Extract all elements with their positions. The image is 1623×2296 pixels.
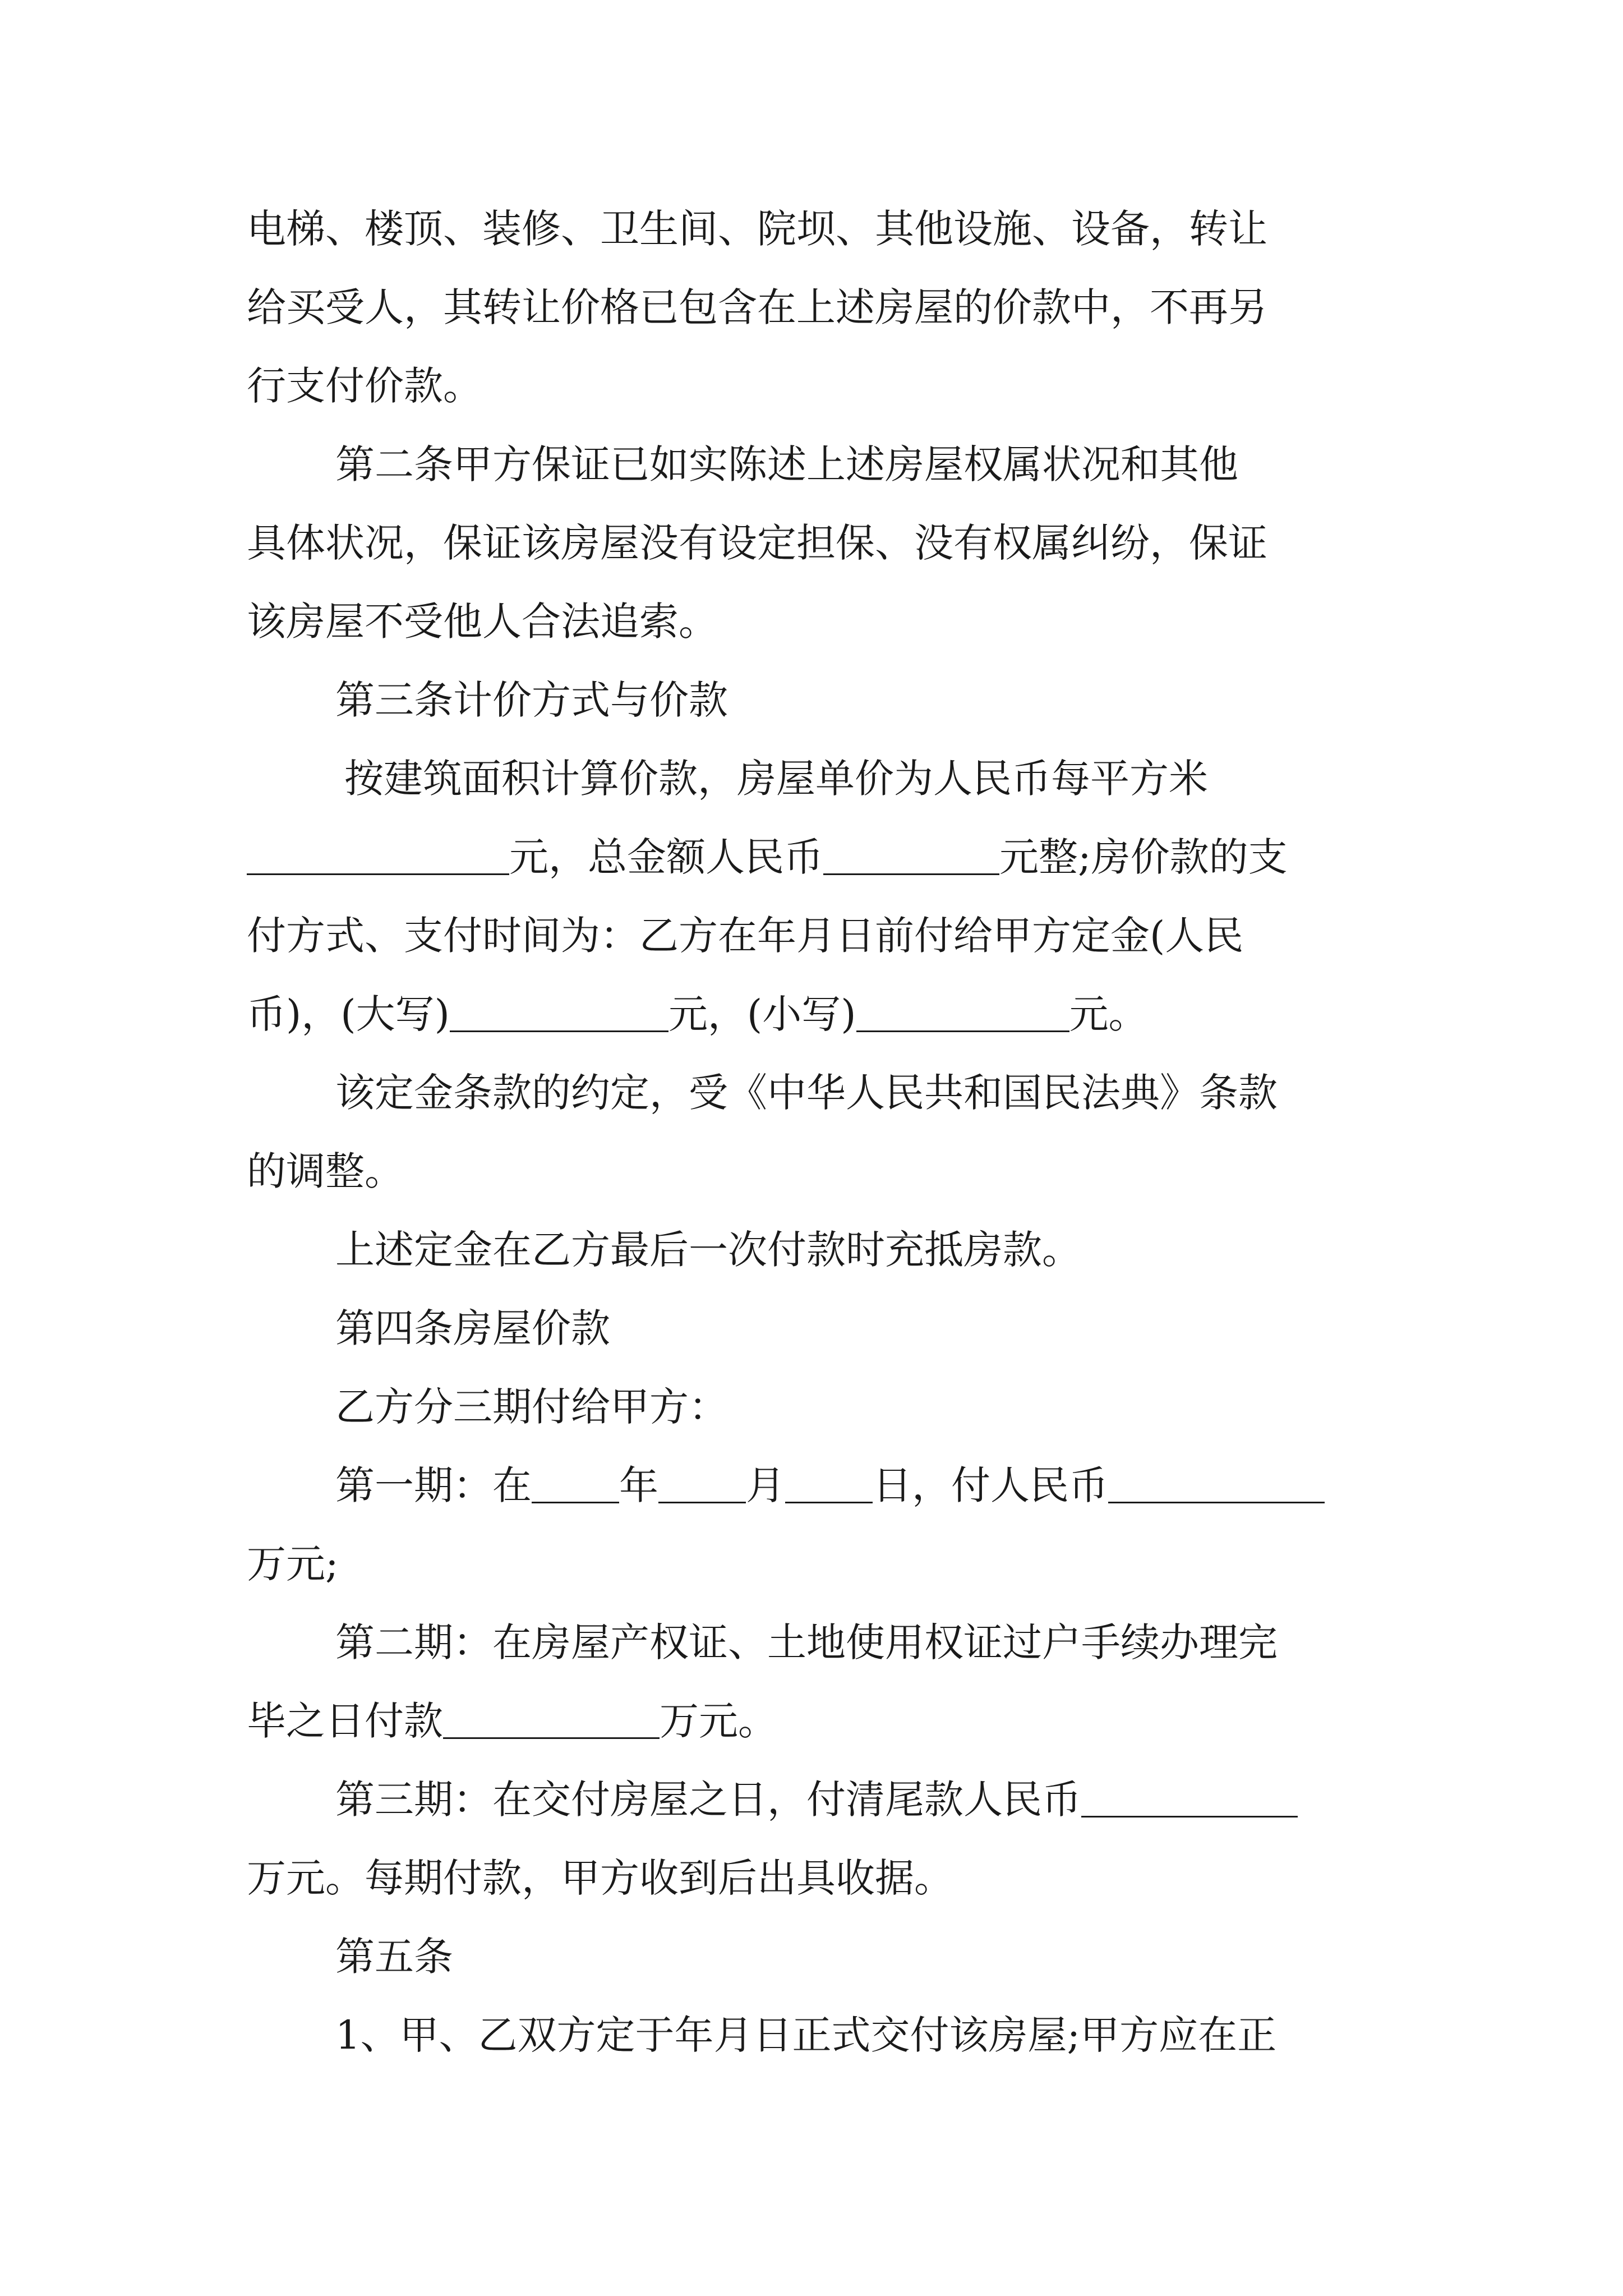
text-line: [335, 1221, 1385, 1279]
text-line: [247, 357, 1385, 415]
fill-blank[interactable]: [247, 840, 509, 875]
text-line: [335, 1613, 1385, 1672]
text-line: [247, 200, 1385, 258]
fill-blank[interactable]: [450, 997, 668, 1032]
text-line: [247, 907, 1385, 965]
text-line: [247, 278, 1385, 337]
line-text: 毕之日付款: [247, 1698, 443, 1744]
text-line: [335, 1378, 1385, 1436]
text-line: [247, 514, 1385, 572]
fill-blank[interactable]: [1081, 1782, 1298, 1818]
text-line: [247, 1692, 1385, 1750]
line-text: 万元。: [660, 1698, 777, 1744]
line-text: 万元;: [247, 1541, 339, 1587]
line-text: 第三期：在交付房屋之日，付清尾款人民币: [335, 1777, 1081, 1823]
line-text: 按建筑面积计算价款，房屋单价为人民币每平方米: [344, 756, 1208, 802]
text-line: [335, 2006, 1385, 2064]
text-line: [344, 749, 1394, 808]
text-line: [335, 435, 1385, 494]
line-text: 给买受人，其转让价格已包含在上述房屋的价款中，不再另: [247, 284, 1267, 330]
line-text: 第四条房屋价款: [335, 1305, 610, 1351]
section-heading: [335, 1299, 1385, 1358]
text-line: [335, 1064, 1385, 1122]
fill-blank[interactable]: [785, 1468, 873, 1503]
line-text: 元，总金额人民币: [509, 834, 823, 880]
fill-blank[interactable]: [856, 997, 1069, 1032]
line-text: 元整;房价款的支: [999, 834, 1288, 880]
text-line: [335, 1770, 1385, 1829]
fill-blank[interactable]: [1108, 1468, 1325, 1503]
section-heading: [335, 671, 1385, 729]
text-line: [247, 1849, 1385, 1907]
line-text: 该房屋不受他人合法追索。: [247, 599, 718, 645]
line-text: 1、甲、乙双方定于年月日正式交付该房屋;甲方应在正: [335, 2012, 1277, 2058]
section-heading: [335, 1927, 1385, 1986]
fill-blank[interactable]: [658, 1468, 746, 1503]
line-text: 第二条甲方保证已如实陈述上述房屋权属状况和其他: [335, 441, 1238, 487]
fill-blank[interactable]: [823, 840, 999, 875]
line-text: 第三条计价方式与价款: [335, 677, 728, 723]
text-line: [247, 1535, 1385, 1593]
line-text: 具体状况，保证该房屋没有设定担保、没有权属纠纷，保证: [247, 520, 1267, 566]
text-line: [247, 828, 1385, 886]
line-text: 年: [619, 1462, 658, 1508]
line-text: 第五条: [335, 1934, 453, 1980]
line-text: 上述定金在乙方最后一次付款时充抵房款。: [335, 1227, 1081, 1273]
line-text: 乙方分三期付给甲方：: [335, 1384, 728, 1430]
line-text: 电梯、楼顶、装修、卫生间、院坝、其他设施、设备，转让: [247, 206, 1267, 252]
line-text: 第二期：在房屋产权证、土地使用权证过户手续办理完: [335, 1619, 1278, 1665]
line-text: 付方式、支付时间为：乙方在年月日前付给甲方定金(人民: [247, 913, 1244, 959]
fill-blank[interactable]: [443, 1704, 660, 1739]
line-text: 行支付价款。: [247, 363, 482, 409]
text-line: [335, 1456, 1385, 1515]
text-line: [247, 1142, 1385, 1200]
line-text: 元。: [1069, 991, 1148, 1037]
line-text: 该定金条款的约定，受《中华人民共和国民法典》条款: [335, 1070, 1278, 1116]
line-text: 的调整。: [247, 1148, 404, 1194]
fill-blank[interactable]: [532, 1468, 619, 1503]
line-text: 第一期：在: [335, 1462, 532, 1508]
text-line: [247, 985, 1385, 1043]
line-text: 元，(小写): [668, 991, 856, 1037]
text-line: [247, 592, 1385, 651]
line-text: 万元。每期付款，甲方收到后出具收据。: [247, 1855, 953, 1901]
line-text: 日，付人民币: [873, 1462, 1108, 1508]
line-text: 币)，(大写): [247, 991, 450, 1037]
line-text: 月: [746, 1462, 785, 1508]
